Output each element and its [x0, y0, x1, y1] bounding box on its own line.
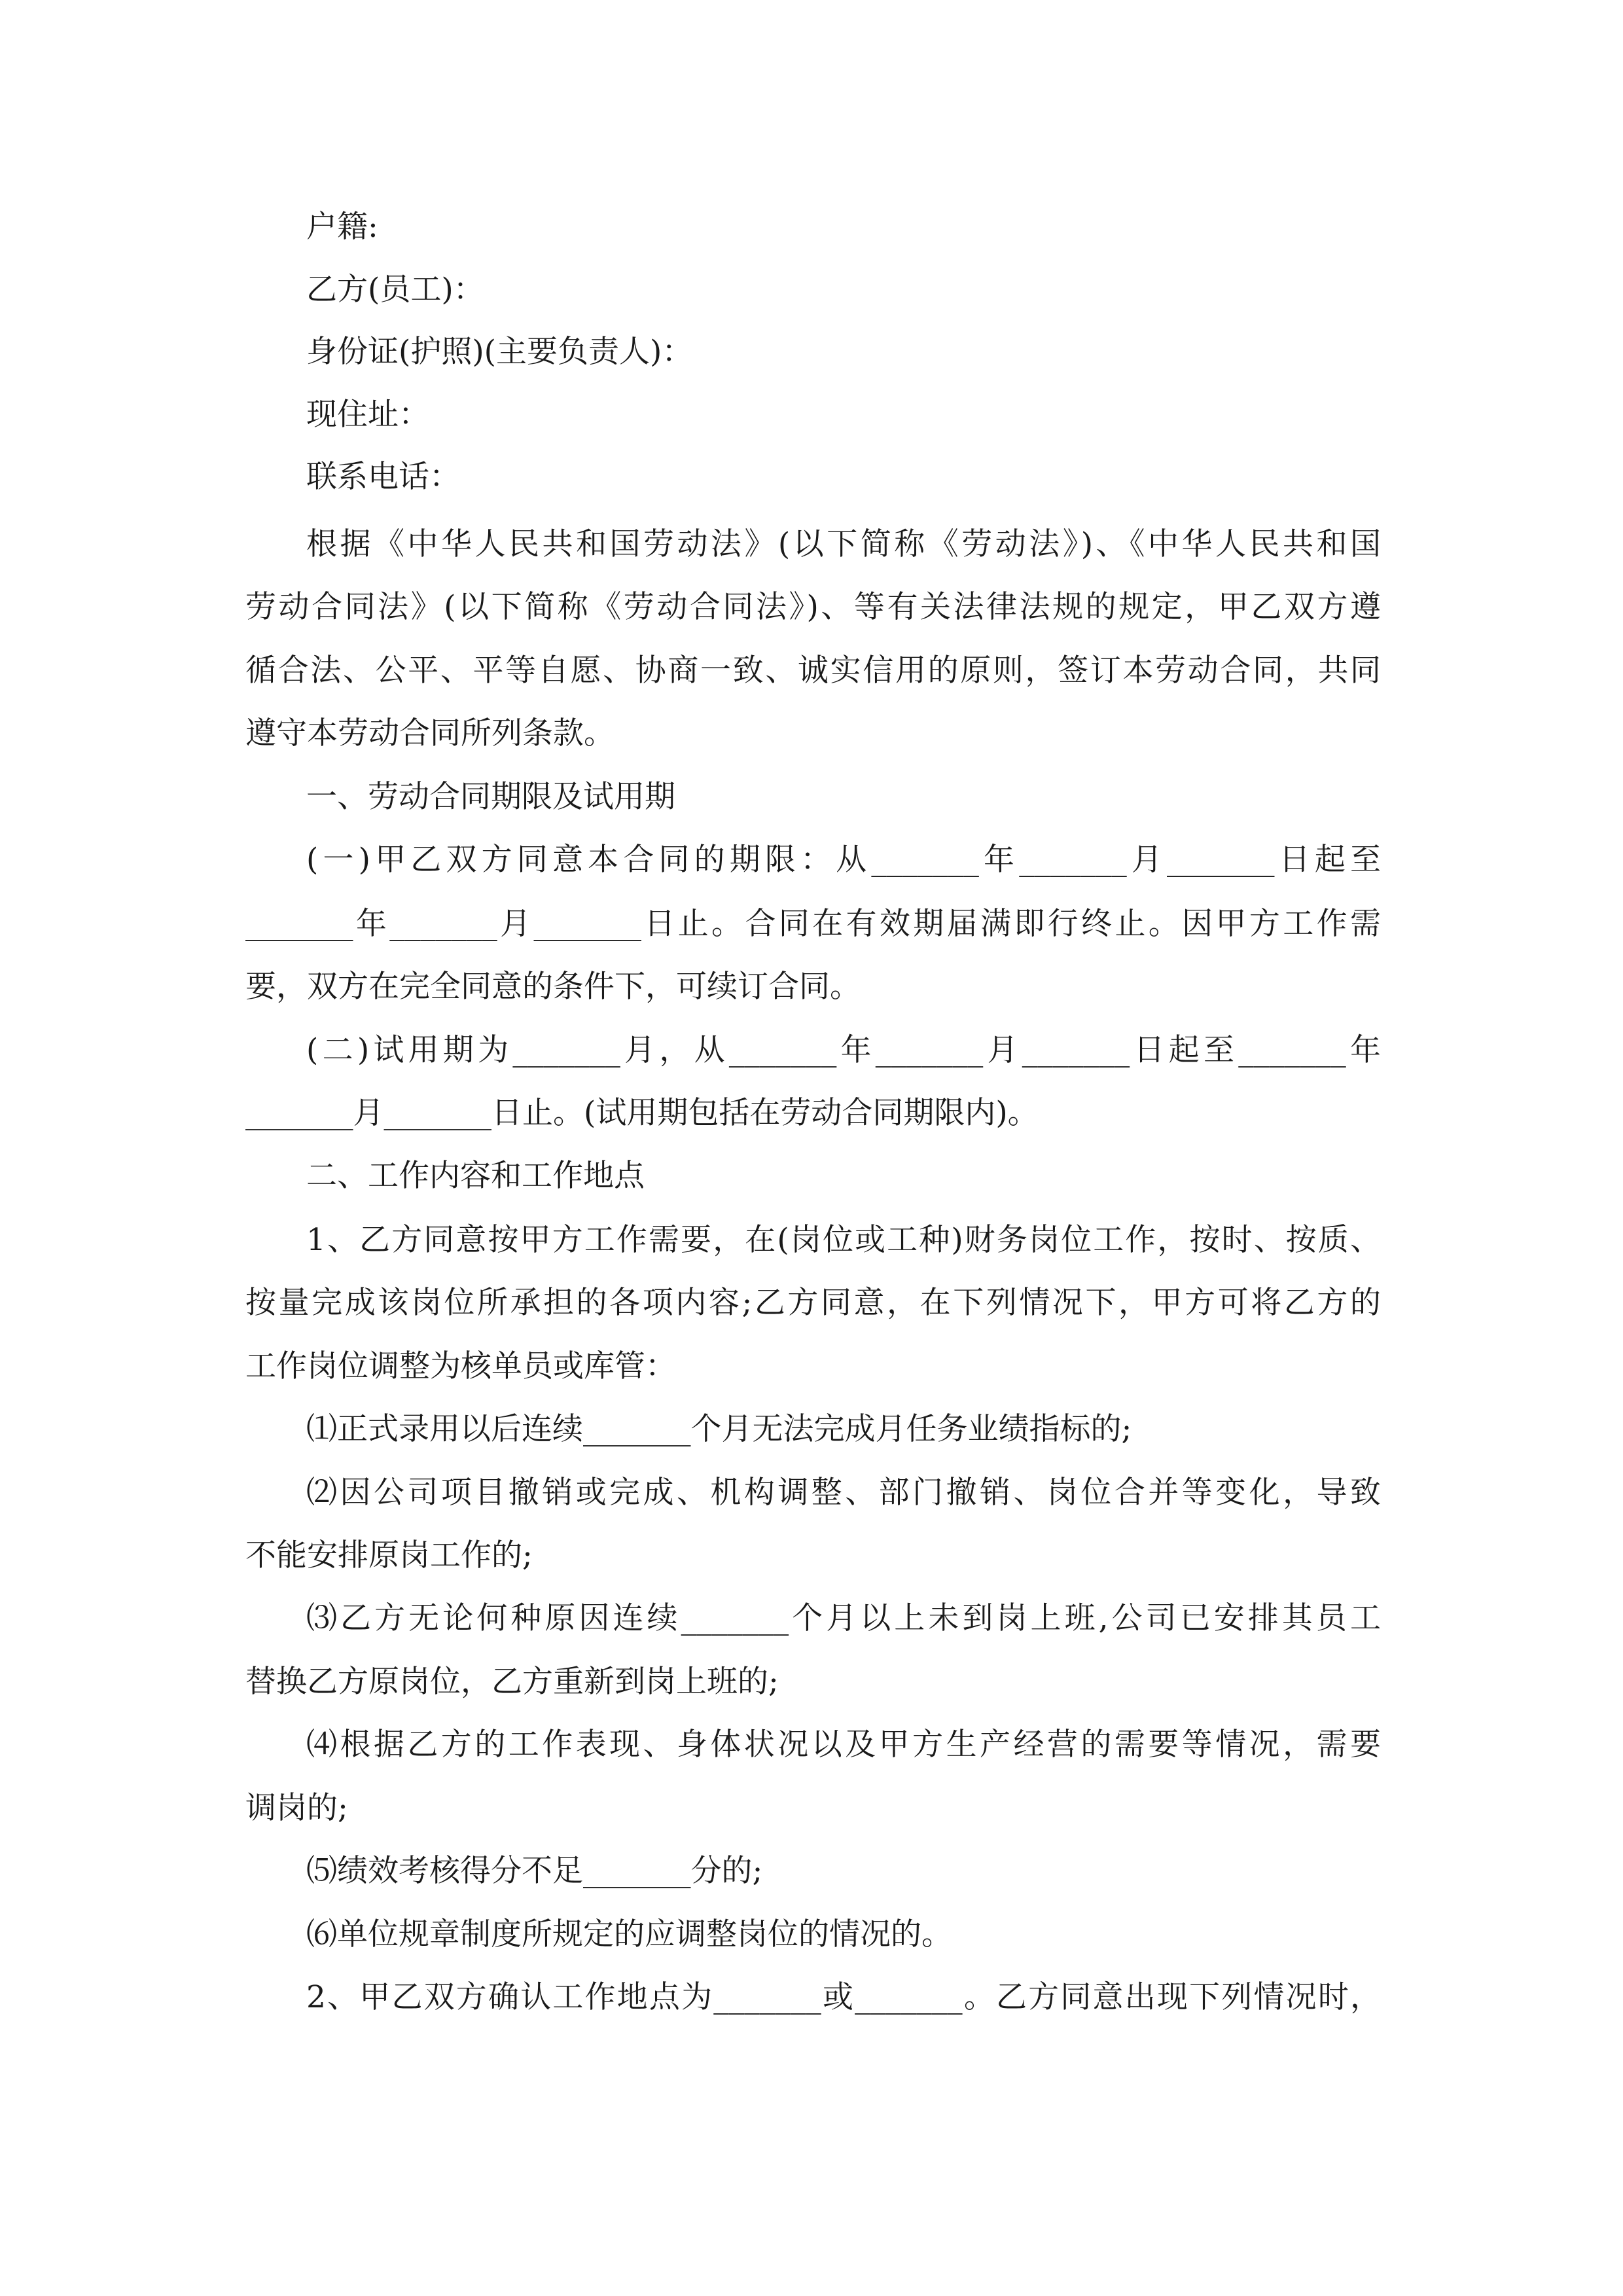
- item-6: ⑹单位规章制度所规定的应调整岗位的情况的。: [306, 1916, 952, 1952]
- item-2-line-2: 不能安排原岗工作的;: [245, 1537, 533, 1573]
- preamble-line-4: 遵守本劳动合同所列条款。: [245, 715, 615, 751]
- field-phone: 联系电话：: [306, 459, 460, 495]
- item-3-line-1: ⑶乙方无论何种原因连续_______个月以上未到岗上班,公司已安排其员工: [306, 1600, 1381, 1636]
- clause-2-1-line-1: 1、乙方同意按甲方工作需要，在(岗位或工种)财务岗位工作，按时、按质、: [306, 1222, 1381, 1258]
- item-4-line-1: ⑷根据乙方的工作表现、身体状况以及甲方生产经营的需要等情况，需要: [306, 1727, 1381, 1763]
- clause-1-1-line-2: _______年_______月_______日止。合同在有效期届满即行终止。因甲方工作需: [245, 906, 1381, 942]
- clause-2-1-line-3: 工作岗位调整为核单员或库管：: [245, 1348, 676, 1384]
- section-1-heading: 一、劳动合同期限及试用期: [306, 779, 675, 815]
- clause-2-1-line-2: 按量完成该岗位所承担的各项内容;乙方同意，在下列情况下，甲方可将乙方的: [245, 1285, 1381, 1321]
- preamble-line-3: 循合法、公平、平等自愿、协商一致、诚实信用的原则，签订本劳动合同，共同: [245, 653, 1381, 689]
- clause-1-2-line-2: _______月_______日止。(试用期包括在劳动合同期限内)。: [245, 1095, 1039, 1131]
- item-3-line-2: 替换乙方原岗位，乙方重新到岗上班的;: [245, 1664, 779, 1700]
- field-hukou: 户籍:: [306, 209, 378, 245]
- clause-1-1-line-1: (一)甲乙双方同意本合同的期限：从_______年_______月_______日起至: [306, 842, 1381, 878]
- section-2-heading: 二、工作内容和工作地点: [306, 1158, 645, 1194]
- item-2-line-1: ⑵因公司项目撤销或完成、机构调整、部门撤销、岗位合并等变化，导致: [306, 1475, 1381, 1511]
- preamble-line-2: 劳动合同法》(以下简称《劳动合同法》)、等有关法律法规的规定，甲乙双方遵: [245, 589, 1381, 625]
- clause-2-2-line-1: 2、甲乙双方确认工作地点为_______或_______。乙方同意出现下列情况时，: [306, 1979, 1381, 2015]
- field-id-passport: 身份证(护照)(主要负责人)：: [306, 334, 693, 370]
- item-4-line-2: 调岗的;: [245, 1790, 348, 1826]
- clause-1-2-line-1: (二)试用期为_______月，从_______年_______月_______日起至_______年: [306, 1032, 1381, 1068]
- item-5: ⑸绩效考核得分不足_______分的;: [306, 1853, 763, 1889]
- field-current-address: 现住址：: [306, 397, 429, 433]
- item-1: ⑴正式录用以后连续_______个月无法完成月任务业绩指标的;: [306, 1411, 1132, 1447]
- party-b-label: 乙方(员工)：: [306, 272, 484, 308]
- preamble-line-1: 根据《中华人民共和国劳动法》(以下简称《劳动法》)、《中华人民共和国: [306, 526, 1381, 562]
- clause-1-1-line-3: 要，双方在完全同意的条件下，可续订合同。: [245, 969, 861, 1005]
